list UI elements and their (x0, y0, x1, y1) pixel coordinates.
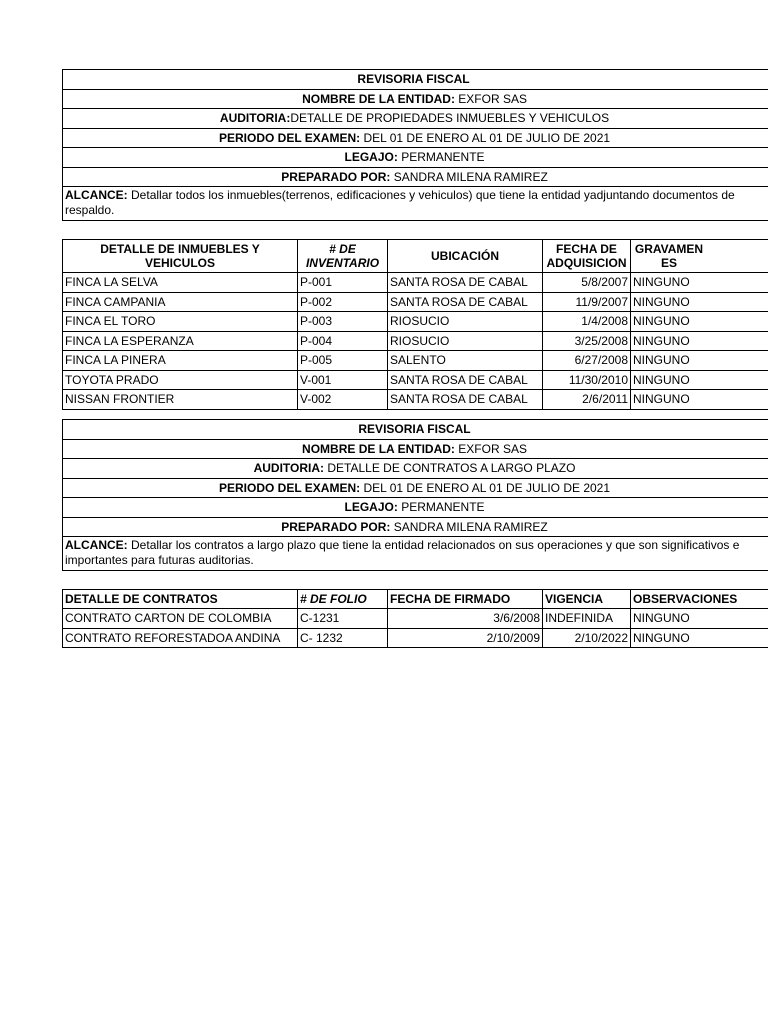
title-cell (63, 70, 768, 90)
table-row (63, 628, 768, 648)
cell-gravamen: NINGUNO (631, 331, 768, 351)
table-row (63, 273, 768, 293)
cell-detalle: NISSAN FRONTIER (63, 390, 298, 410)
cell-detalle: TOYOTA PRADO (63, 370, 298, 390)
table-row (63, 370, 768, 390)
cell-detalle: FINCA LA ESPERANZA (63, 331, 298, 351)
alcance-label: ALCANCE: (65, 538, 128, 552)
table-row (63, 390, 768, 410)
col-header-fecha-firmado: FECHA DE FIRMADO (388, 590, 543, 609)
cell-fecha: 11/9/2007 (543, 292, 631, 312)
cell-vigencia: INDEFINIDA (543, 609, 631, 629)
entidad-value: EXFOR SAS (458, 441, 527, 456)
cell-ubicacion: SALENTO (388, 351, 543, 371)
cell-folio: C-1231 (298, 609, 388, 629)
cell-inventario: P-005 (298, 351, 388, 371)
cell-fecha: 2/6/2011 (543, 390, 631, 410)
cell-inventario: P-003 (298, 312, 388, 332)
legajo-value: PERMANENTE (401, 500, 485, 515)
cell-ubicacion: RIOSUCIO (388, 331, 543, 351)
contratos-table (62, 419, 768, 648)
preparado-value: SANDRA MILENA RAMIREZ (393, 519, 548, 534)
cell-gravamen: NINGUNO (631, 292, 768, 312)
alcance-value: Detallar los contratos a largo plazo que tiene la entidad relacionados on sus operaciones y que son significativos e importantes para futuras auditorias. (65, 538, 740, 567)
table-row (63, 609, 768, 629)
auditoria-label: AUDITORIA: (219, 111, 291, 126)
table-row (63, 351, 768, 371)
cell-gravamen: NINGUNO (631, 312, 768, 332)
col-header-fecha: FECHA DE ADQUISICION (543, 240, 631, 273)
cell-fecha-firmado: 3/6/2008 (388, 609, 543, 629)
entidad-cell (63, 89, 768, 109)
preparado-cell (63, 167, 768, 187)
cell-observaciones: NINGUNO (631, 609, 768, 629)
preparado-label: PREPARADO POR: (281, 169, 391, 184)
cell-folio: C- 1232 (298, 628, 388, 648)
table-row (63, 312, 768, 332)
title-cell (63, 420, 768, 440)
col-header-folio: # DE FOLIO (298, 590, 388, 609)
auditoria-cell (63, 459, 768, 479)
cell-fecha: 6/27/2008 (543, 351, 631, 371)
auditoria-value: DETALLE DE PROPIEDADES INMUEBLES Y VEHICULOS (290, 111, 610, 126)
cell-ubicacion: SANTA ROSA DE CABAL (388, 370, 543, 390)
cell-vigencia: 2/10/2022 (543, 628, 631, 648)
cell-inventario: V-001 (298, 370, 388, 390)
legajo-label: LEGAJO: (344, 150, 398, 165)
periodo-value: DEL 01 DE ENERO AL 01 DE JULIO DE 2021 (363, 130, 611, 145)
periodo-label: PERIODO DEL EXAMEN: (218, 480, 361, 495)
spacer (63, 571, 768, 590)
col-header-observaciones: OBSERVACIONES (631, 590, 768, 609)
col-header-detalle-contratos: DETALLE DE CONTRATOS (63, 590, 298, 609)
cell-detalle: FINCA LA SELVA (63, 273, 298, 293)
col-header-detalle: DETALLE DE INMUEBLES Y VEHICULOS (63, 240, 298, 273)
entidad-label: NOMBRE DE LA ENTIDAD: (302, 91, 455, 106)
auditoria-label: AUDITORIA: (253, 461, 325, 476)
legajo-label: LEGAJO: (344, 500, 398, 515)
cell-ubicacion: SANTA ROSA DE CABAL (388, 273, 543, 293)
preparado-cell (63, 517, 768, 537)
cell-fecha: 3/25/2008 (543, 331, 631, 351)
cell-detalle: FINCA LA PINERA (63, 351, 298, 371)
table-row (63, 331, 768, 351)
cell-gravamen: NINGUNO (631, 370, 768, 390)
preparado-value: SANDRA MILENA RAMIREZ (393, 169, 548, 184)
cell-gravamen: NINGUNO (631, 390, 768, 410)
cell-gravamen: NINGUNO (631, 351, 768, 371)
cell-fecha: 5/8/2007 (543, 273, 631, 293)
cell-detalle: CONTRATO REFORESTADOA ANDINA (63, 628, 298, 648)
alcance-cell (63, 187, 768, 221)
periodo-label: PERIODO DEL EXAMEN: (219, 130, 361, 145)
col-header-gravamenes: GRAVAMENES (631, 240, 768, 273)
cell-fecha-firmado: 2/10/2009 (388, 628, 543, 648)
auditoria-value: DETALLE DE CONTRATOS A LARGO PLAZO (327, 461, 576, 476)
legajo-value: PERMANENTE (401, 150, 485, 165)
cell-fecha: 11/30/2010 (543, 370, 631, 390)
report-title: REVISORIA FISCAL (357, 72, 470, 87)
alcance-label: ALCANCE: (65, 188, 128, 202)
col-header-vigencia: VIGENCIA (543, 590, 631, 609)
auditoria-cell (63, 109, 768, 129)
legajo-cell (63, 148, 768, 168)
entidad-value: EXFOR SAS (458, 91, 527, 106)
cell-inventario: V-002 (298, 390, 388, 410)
cell-detalle: CONTRATO CARTON DE COLOMBIA (63, 609, 298, 629)
spacer (63, 221, 768, 240)
propiedades-table (62, 69, 768, 410)
cell-inventario: P-004 (298, 331, 388, 351)
col-header-inventario: # DE INVENTARIO (298, 240, 388, 273)
entidad-label: NOMBRE DE LA ENTIDAD: (302, 441, 455, 456)
cell-ubicacion: SANTA ROSA DE CABAL (388, 390, 543, 410)
periodo-value: DEL 01 DE ENERO AL 01 DE JULIO DE 2021 (363, 480, 611, 495)
cell-ubicacion: SANTA ROSA DE CABAL (388, 292, 543, 312)
cell-gravamen: NINGUNO (631, 273, 768, 293)
legajo-cell (63, 498, 768, 518)
table-row (63, 292, 768, 312)
periodo-cell (63, 128, 768, 148)
cell-detalle: FINCA EL TORO (63, 312, 298, 332)
alcance-cell (63, 537, 768, 571)
cell-ubicacion: RIOSUCIO (388, 312, 543, 332)
cell-inventario: P-001 (298, 273, 388, 293)
periodo-cell (63, 478, 768, 498)
preparado-label: PREPARADO POR: (281, 519, 391, 534)
col-header-ubicacion: UBICACIÓN (388, 240, 543, 273)
cell-inventario: P-002 (298, 292, 388, 312)
cell-fecha: 1/4/2008 (543, 312, 631, 332)
cell-observaciones: NINGUNO (631, 628, 768, 648)
report-title: REVISORIA FISCAL (358, 422, 471, 437)
section-propiedades (62, 69, 768, 410)
cell-detalle: FINCA CAMPANIA (63, 292, 298, 312)
entidad-cell (63, 439, 768, 459)
alcance-value: Detallar todos los inmuebles(terrenos, edificaciones y vehiculos) que tiene la entidad yadjuntando documentos de respaldo. (65, 188, 735, 217)
section-contratos (62, 419, 768, 648)
